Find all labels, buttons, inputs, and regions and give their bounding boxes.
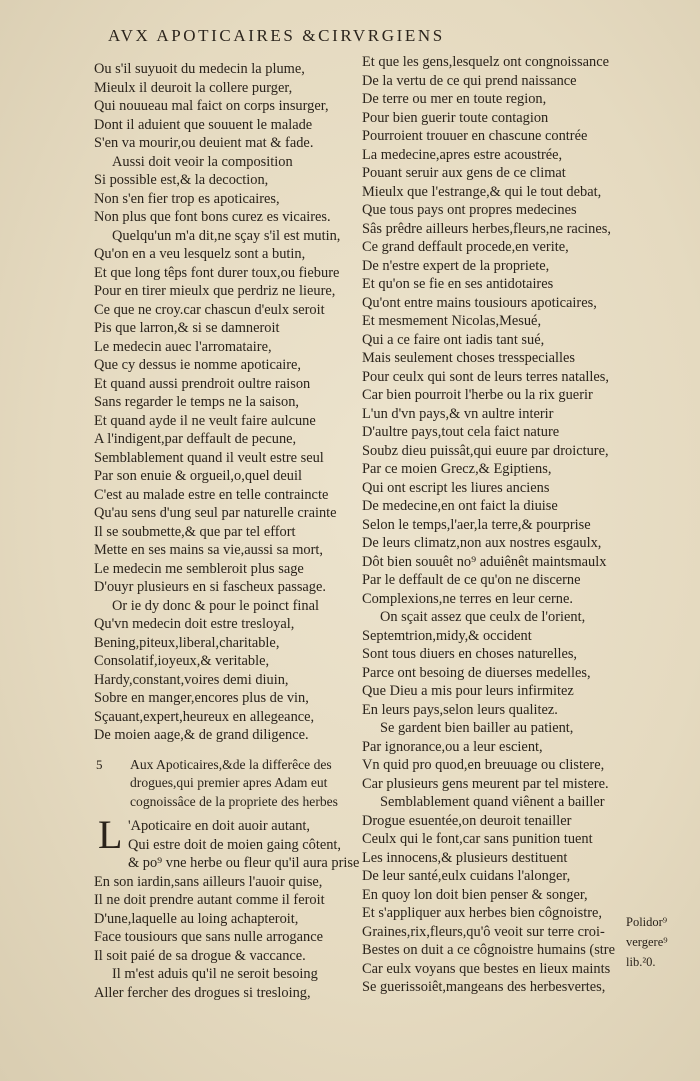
text-line: Non plus que font bons curez es vicaires. [94, 209, 331, 225]
text-line: De n'estre expert de la propriete, [362, 257, 550, 274]
text-line: Il m'est aduis qu'il ne seroit besoing [112, 966, 318, 982]
left-column [94, 60, 359, 1002]
text-line: Il se soubmette,& que par tel effort [94, 523, 296, 540]
dropcap-paragraph [94, 812, 360, 873]
text-line: On sçait assez que ceulx de l'orient, [380, 609, 586, 625]
text-line: Et quand ayde il ne veult faire aulcune [94, 412, 316, 429]
text-line: Par ignorance,ou a leur escient, [362, 738, 543, 755]
text-line: Pour en tirer mieulx que perdriz ne lieure, [94, 283, 336, 299]
text-line: Et que les gens,lesquelz ont congnoissance [362, 54, 609, 70]
text-line: Le medecin me sembleroit plus sage [94, 560, 304, 577]
text-line: & po⁹ vne herbe ou fleur qu'il aura prise [128, 855, 360, 871]
text-line: Par son enuie & orgueil,o,quel deuil [94, 468, 302, 484]
text-line: Sâs prêdre ailleurs herbes,fleurs,ne racines, [362, 220, 611, 237]
text-line: Sans regarder le temps ne la saison, [94, 394, 300, 410]
marginal-note [626, 912, 668, 972]
text-line: Sobre en manger,encores plus de vin, [94, 690, 309, 706]
text-line: Mette en ses mains sa vie,aussi sa mort, [94, 542, 324, 558]
text-line: Pour bien guerir toute contagion [362, 109, 549, 126]
text-line: Hardy,constant,voires demi diuin, [94, 671, 289, 688]
text-line: Mieulx il deuroit la collere purger, [94, 79, 293, 96]
text-line: Que cy dessus ie nomme apoticaire, [94, 357, 301, 373]
text-line: Graines,rix,fleurs,qu'ô veoit sur terre croi- [362, 923, 605, 940]
text-line: Selon le temps,l'aer,la terre,& pourprise [362, 516, 591, 533]
text-line: Et mesmement Nicolas,Mesué, [362, 313, 542, 329]
text-line: De leurs climatz,non aux nostres esgaulx, [362, 535, 602, 551]
text-line: Pis que larron,& si se damneroit [94, 320, 280, 336]
text-line: De terre ou mer en toute region, [362, 91, 547, 107]
text-line: Et quand aussi prendroit oultre raison [94, 375, 311, 392]
text-line: Mieulx que l'estrange,& qui le tout debat, [362, 183, 602, 200]
text-line: Il soit paié de sa drogue & vaccance. [94, 947, 306, 964]
text-line: Sont tous diuers en choses naturelles, [362, 646, 578, 662]
text-line: Pouant seruir aux gens de ce climat [362, 165, 566, 181]
text-line: Bening,piteux,liberal,charitable, [94, 634, 280, 651]
text-line: Consolatif,ioyeux,& veritable, [94, 653, 270, 669]
text-line: Qu'au sens d'ung seul par naturelle crainte [94, 505, 337, 521]
text-line: Par le deffault de ce qu'on ne discerne [362, 572, 581, 588]
text-line: Se guerissoiêt,mangeans des herbesvertes, [362, 979, 606, 995]
text-line: De moien aage,& de grand diligence. [94, 727, 309, 743]
text-line: Mais seulement choses tresspecialles [362, 350, 575, 366]
text-line: En son iardin,sans ailleurs l'auoir quise, [94, 873, 323, 890]
text-line: Qui ont escript les liures anciens [362, 479, 550, 496]
text-line: Semblablement quand viênent a bailler [380, 794, 605, 810]
text-line: Il ne doit prendre autant comme il feroit [94, 892, 325, 908]
text-line: Et s'appliquer aux herbes bien côgnoistre, [362, 905, 602, 921]
text-line: Qu'ont entre mains tousiours apoticaires, [362, 294, 597, 311]
text-line: Bestes on duit a ce côgnoistre humains (stre [362, 942, 615, 958]
text-line: Qui a ce faire ont iadis tant sué, [362, 331, 545, 348]
section-heading [94, 756, 359, 812]
text-line: Vn quid pro quod,en breuuage ou clistere, [362, 757, 605, 773]
section-number: 5 [96, 756, 103, 772]
text-line: D'ouyr plusieurs en si fascheux passage. [94, 579, 326, 595]
marginal-note-line: lib.²0. [626, 955, 656, 969]
text-line: Qu'on en a veu lesquelz sont a butin, [94, 246, 306, 262]
text-line: Et qu'on se fie en ses antidotaires [362, 276, 554, 292]
text-line: Parce ont besoing de diuerses medelles, [362, 664, 591, 681]
text-line: Qu'vn medecin doit estre tresloyal, [94, 616, 295, 632]
text-line: Et que long têps font durer toux,ou fiebure [94, 264, 340, 281]
marginal-note-line: vergere⁹ [626, 935, 668, 949]
text-line: Dôt bien souuêt no⁹ aduiênêt maintsmaulx [362, 553, 607, 570]
text-line: De medecine,en ont faict la diuise [362, 498, 558, 514]
text-line: Aux Apoticaires,&de la differêce des [130, 756, 332, 772]
text-line: La medecine,apres estre acoustrée, [362, 146, 563, 163]
text-line: De la vertu de ce qui prend naissance [362, 72, 577, 89]
text-line: Si possible est,& la decoction, [94, 172, 269, 188]
text-line: cognoissâce de la propriete des herbes [130, 793, 338, 809]
text-line: En quoy lon doit bien penser & songer, [362, 886, 588, 903]
text-line: Non s'en fier trop es apoticaires, [94, 190, 280, 207]
text-line: Le medecin auec l'arromataire, [94, 338, 272, 355]
text-line: 'Apoticaire en doit auoir autant, [128, 818, 311, 834]
text-line: Que Dieu a mis pour leurs infirmitez [362, 683, 574, 699]
text-line: Septemtrion,midy,& occident [362, 627, 532, 644]
running-head: AVX APOTICAIRES &CIRVRGIENS [108, 26, 445, 45]
text-line: En leurs pays,selon leurs qualitez. [362, 701, 558, 718]
text-line: S'en va mourir,ou deuient mat & fade. [94, 135, 314, 151]
text-line: Semblablement quand il veult estre seul [94, 449, 324, 466]
text-line: Ou s'il suyuoit du medecin la plume, [94, 61, 305, 77]
text-line: De leur santé,eulx cuidans l'alonger, [362, 868, 571, 884]
text-line: Sçauant,expert,heureux en allegeance, [94, 708, 315, 725]
text-line: Qui estre doit de moien gaing côtent, [128, 836, 342, 853]
text-line: Se gardent bien bailler au patient, [380, 720, 574, 736]
text-line: Que tous pays ont propres medecines [362, 202, 577, 218]
text-line: Qui nouueau mal faict on corps insurger, [94, 98, 329, 114]
text-line: Par ce moien Grecz,& Egiptiens, [362, 461, 552, 477]
text-line: Ceulx qui le font,car sans punition tuent [362, 831, 593, 847]
text-line: Face tousiours que sans nulle arrogance [94, 929, 323, 945]
text-line: Car bien pourroit l'herbe ou la rix guerir [362, 387, 593, 403]
text-line: drogues,qui premier apres Adam eut [130, 775, 328, 790]
text-line: Pour ceulx qui sont de leurs terres natalles, [362, 368, 609, 385]
text-line: Ce grand deffault procede,en verite, [362, 239, 569, 255]
text-line: Car plusieurs gens meurent par tel mistere. [362, 775, 609, 792]
text-line: Quelqu'un m'a dit,ne sçay s'il est mutin, [112, 227, 341, 244]
text-line: Aussi doit veoir la composition [112, 153, 293, 170]
text-line: Drogue esuentée,on deuroit tenailler [362, 812, 572, 829]
marginal-note-line: Polidor⁹ [626, 915, 668, 929]
drop-capital: L [98, 812, 123, 857]
text-line: Or ie dy donc & pour le poinct final [112, 597, 320, 614]
text-line: Les innocens,& plusieurs destituent [362, 849, 568, 866]
text-line: Pourroient trouuer en chascune contrée [362, 128, 588, 144]
text-line: Complexions,ne terres en leur cerne. [362, 590, 573, 607]
text-line: Dont il aduient que souuent le malade [94, 116, 313, 133]
text-line: Soubz dieu puissât,qui euure par droicture, [362, 442, 609, 459]
text-line: Car eulx voyans que bestes en lieux maints [362, 960, 611, 977]
text-line: A l'indigent,par deffault de pecune, [94, 431, 297, 447]
text-line: D'aultre pays,tout cela faict nature [362, 424, 560, 440]
text-line: D'une,laquelle au loing achapteroit, [94, 910, 299, 927]
text-line: C'est au malade estre en telle contraincte [94, 486, 329, 503]
right-column [362, 53, 622, 997]
text-line: Ce que ne croy.car chascun d'eulx seroit [94, 301, 325, 318]
text-line: Aller fercher des drogues si tresloing, [94, 984, 311, 1001]
text-line: L'un d'vn pays,& vn aultre interir [362, 405, 554, 422]
